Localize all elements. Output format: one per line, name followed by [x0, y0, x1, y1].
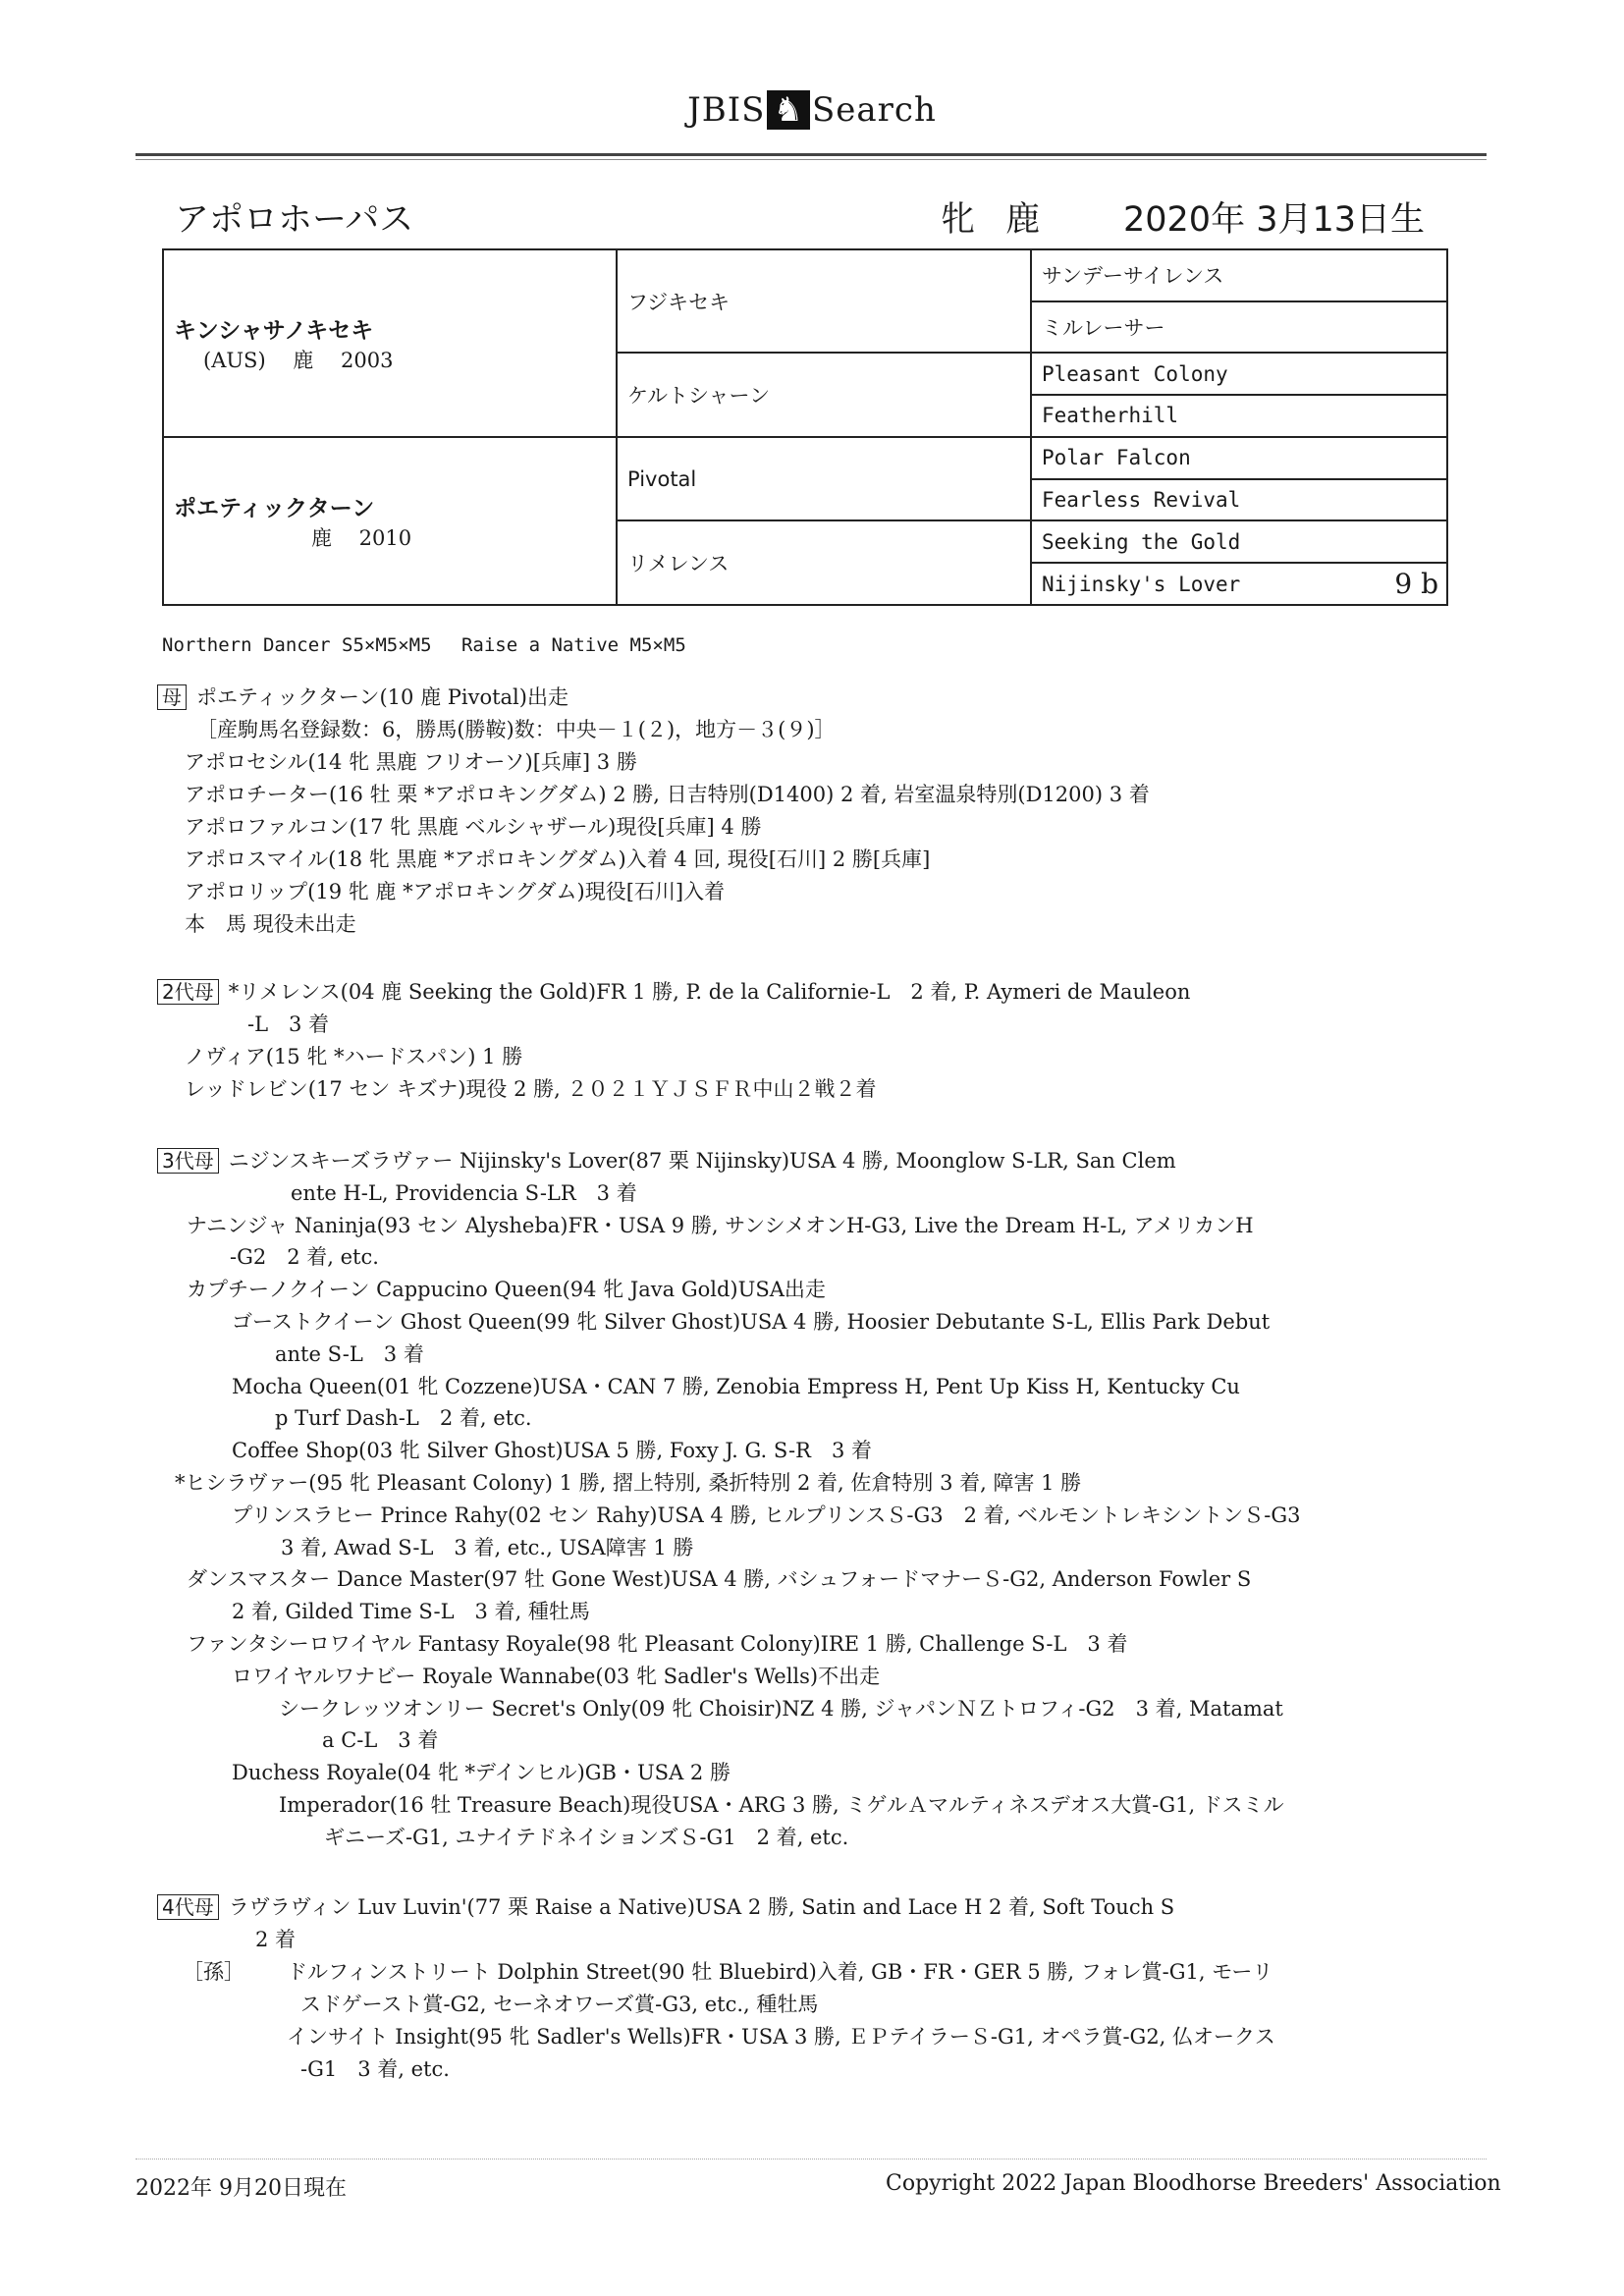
third-dam-tag: 3代母	[157, 1148, 219, 1174]
td-line-4: -G2 2 着, etc.	[230, 1245, 379, 1270]
pedigree-table	[162, 248, 1448, 606]
td-line-8: Mocha Queen(01 牝 Cozzene)USA・CAN 7 勝, Zenobia Empress H, Pent Up Kiss H, Kentucky Cu	[232, 1374, 1240, 1398]
fd-line-5: スドゲースト賞-G2, セーネオワーズ賞-G3, etc., 種牡馬	[300, 1993, 819, 2016]
dam-line-4: アポロチーター(16 牡 栗 *アポロキングダム) 2 勝, 日吉特別(D1400) 2 着, 岩室温泉特別(D1200) 3 着	[185, 783, 1150, 806]
second-dam-tag: 2代母	[157, 979, 219, 1005]
dam-line-6: アポロスマイル(18 牝 黒鹿 *アポロキングダム)入着 4 回, 現役[石川] 2 勝[兵庫]	[185, 847, 931, 871]
header-rule	[135, 153, 1487, 160]
g3-1: サンデーサイレンス	[1042, 264, 1224, 289]
dam-line-2: ［産駒馬名登録数：6，勝馬(勝鞍)数：中央－１(２)，地方－３(９)］	[196, 718, 836, 741]
sex-color: 牝 鹿	[941, 200, 1051, 240]
td-line-22: ギニーズ-G1, ユナイテドネイションズＳ-G1 2 着, etc.	[324, 1825, 849, 1849]
td-line-7: ante S-L 3 着	[275, 1341, 424, 1366]
td-line-20: Duchess Royale(04 牝 *デインヒル)GB・USA 2 勝	[232, 1761, 731, 1785]
footer-copyright: Copyright 2022 Japan Bloodhorse Breeders' Association	[886, 2171, 1501, 2196]
horse-logo-icon: ♞	[767, 90, 809, 130]
sd-line-3: ノヴィア(15 牝 *ハードスパン) 1 勝	[185, 1045, 523, 1068]
td-line-14: ダンスマスター Dance Master(97 牡 Gone West)USA 4 勝, バシュフォードマナーＳ-G2, Anderson Fowler S	[187, 1567, 1252, 1592]
dam-info: 鹿 2010	[311, 525, 412, 550]
td-line-15: 2 着, Gilded Time S-L 3 着, 種牡馬	[232, 1600, 590, 1624]
fd-line-2: 2 着	[255, 1928, 297, 1951]
td-line-18: シークレッツオンリー Secret's Only(09 牝 Choisir)NZ 4 勝, ジャパンＮＺトロフィ-G2 3 着, Matamat	[279, 1696, 1283, 1721]
sd-line-4: レッドレビン(17 セン キズナ)現役 2 勝, ２０２１ＹＪＳＦＲ中山２戦２着	[185, 1077, 877, 1101]
sire-dam: ケルトシャーン	[617, 353, 1031, 437]
sire-info: (AUS) 鹿 2003	[203, 348, 394, 372]
footer-date: 2022年 9月20日現在	[135, 2176, 347, 2201]
dam-cell	[163, 437, 617, 605]
dam-line-5: アポロファルコン(17 牝 黒鹿 ベルシャザール)現役[兵庫] 4 勝	[185, 815, 762, 839]
third-dam-section	[157, 1145, 1300, 1854]
dam-tag: 母	[157, 684, 187, 710]
fd-line-4: ドルフィンストリート Dolphin Street(90 牡 Bluebird)入着, GB・FR・GER 5 勝, フォレ賞-G1, モーリ	[287, 1960, 1273, 1984]
td-line-17: ロワイヤルワナビー Royale Wannabe(03 牝 Sadler's Wells)不出走	[232, 1664, 881, 1688]
g3-5: Polar Falcon	[1042, 446, 1191, 470]
dam-line-1: ポエティックターン(10 鹿 Pivotal)出走	[196, 685, 568, 709]
fd-line-7: -G1 3 着, etc.	[300, 2057, 450, 2081]
td-line-3: ナニンジャ Naninja(93 セン Alysheba)FR・USA 9 勝, サンシメオンH-G3, Live the Dream H-L, アメリカンH	[187, 1213, 1254, 1237]
logo-text-right: Search	[811, 90, 937, 130]
sire-sire: フジキセキ	[617, 249, 1031, 353]
dam-sire: Pivotal	[617, 437, 1031, 521]
fd-line-1: ラヴラヴィン Luv Luvin'(77 栗 Raise a Native)USA 2 勝, Satin and Lace H 2 着, Soft Touch S	[228, 1895, 1175, 1919]
g3-3: Pleasant Colony	[1042, 361, 1228, 386]
g3-8: Nijinsky's Lover	[1042, 572, 1241, 596]
second-dam-section	[157, 976, 1190, 1106]
td-line-19: a C-L 3 着	[322, 1728, 439, 1753]
fd-grandchild-label: ［孫］	[183, 1960, 244, 1984]
g3-4: Featherhill	[1042, 404, 1179, 428]
td-line-21: Imperador(16 牡 Treasure Beach)現役USA・ARG 3 勝, ミゲルＡマルティネスデオス大賞-G1, ドスミル	[279, 1792, 1284, 1817]
td-line-1: ニジンスキーズラヴァー Nijinsky's Lover(87 栗 Nijinsky)USA 4 勝, Moonglow S-LR, San Clem	[228, 1149, 1176, 1173]
jbis-logo	[0, 90, 1624, 130]
dam-line-3: アポロセシル(14 牝 黒鹿 フリオーソ)[兵庫] 3 勝	[185, 750, 637, 774]
sd-line-2: -L 3 着	[247, 1012, 330, 1036]
td-line-5: カプチーノクイーン Cappucino Queen(94 牝 Java Gold)USA出走	[187, 1278, 826, 1302]
td-line-6: ゴーストクイーン Ghost Queen(99 牝 Silver Ghost)USA 4 勝, Hoosier Debutante S-L, Ellis Park Debut	[232, 1309, 1271, 1334]
birth-date: 2020年 3月13日生	[1123, 200, 1426, 240]
td-line-9: p Turf Dash-L 2 着, etc.	[275, 1406, 532, 1431]
horse-name: アポロホーパス	[175, 200, 414, 240]
fourth-dam-section	[157, 1891, 1275, 2086]
logo-text-left: JBIS	[687, 90, 766, 130]
g3-2: ミルレーサー	[1042, 315, 1165, 340]
sd-line-1: *リメレンス(04 鹿 Seeking the Gold)FR 1 勝, P. de la Californie-L 2 着, P. Aymeri de Mauleon	[228, 980, 1191, 1004]
td-line-2: ente H-L, Providencia S-LR 3 着	[291, 1180, 637, 1205]
g3-6: Fearless Revival	[1042, 488, 1241, 513]
inbreed-code: 9 b	[1394, 568, 1438, 601]
dam-line-7: アポロリップ(19 牝 鹿 *アポロキングダム)現役[石川]入着	[185, 880, 726, 903]
inbreeding-line: Northern Dancer S5×M5×M5 Raise a Native M5×M5	[162, 634, 686, 656]
fd-line-6: インサイト Insight(95 牝 Sadler's Wells)FR・USA 3 勝, ＥＰテイラーＳ-G1, オペラ賞-G2, 仏オークス	[287, 2025, 1275, 2049]
td-line-10: Coffee Shop(03 牝 Silver Ghost)USA 5 勝, Foxy J. G. S-R 3 着	[232, 1439, 872, 1463]
g3-7: Seeking the Gold	[1042, 529, 1241, 554]
td-line-16: ファンタシーロワイヤル Fantasy Royale(98 牝 Pleasant Colony)IRE 1 勝, Challenge S-L 3 着	[187, 1631, 1128, 1656]
dam-dam: リメレンス	[617, 520, 1031, 605]
dam-section	[157, 682, 1150, 941]
td-line-11: *ヒシラヴァー(95 牝 Pleasant Colony) 1 勝, 摺上特別, 桑折特別 2 着, 佐倉特別 3 着, 障害 1 勝	[175, 1470, 1082, 1495]
dam-name: ポエティックターン	[174, 495, 375, 521]
sire-cell	[163, 249, 617, 437]
td-line-12: プリンスラヒー Prince Rahy(02 セン Rahy)USA 4 勝, ヒルプリンスＳ-G3 2 着, ベルモントレキシントンＳ-G3	[232, 1503, 1301, 1527]
fourth-dam-tag: 4代母	[157, 1894, 219, 1920]
sire-name: キンシャサノキセキ	[174, 317, 374, 344]
dam-line-8: 本 馬 現役未出走	[185, 912, 356, 936]
td-line-13: 3 着, Awad S-L 3 着, etc., USA障害 1 勝	[281, 1535, 694, 1559]
